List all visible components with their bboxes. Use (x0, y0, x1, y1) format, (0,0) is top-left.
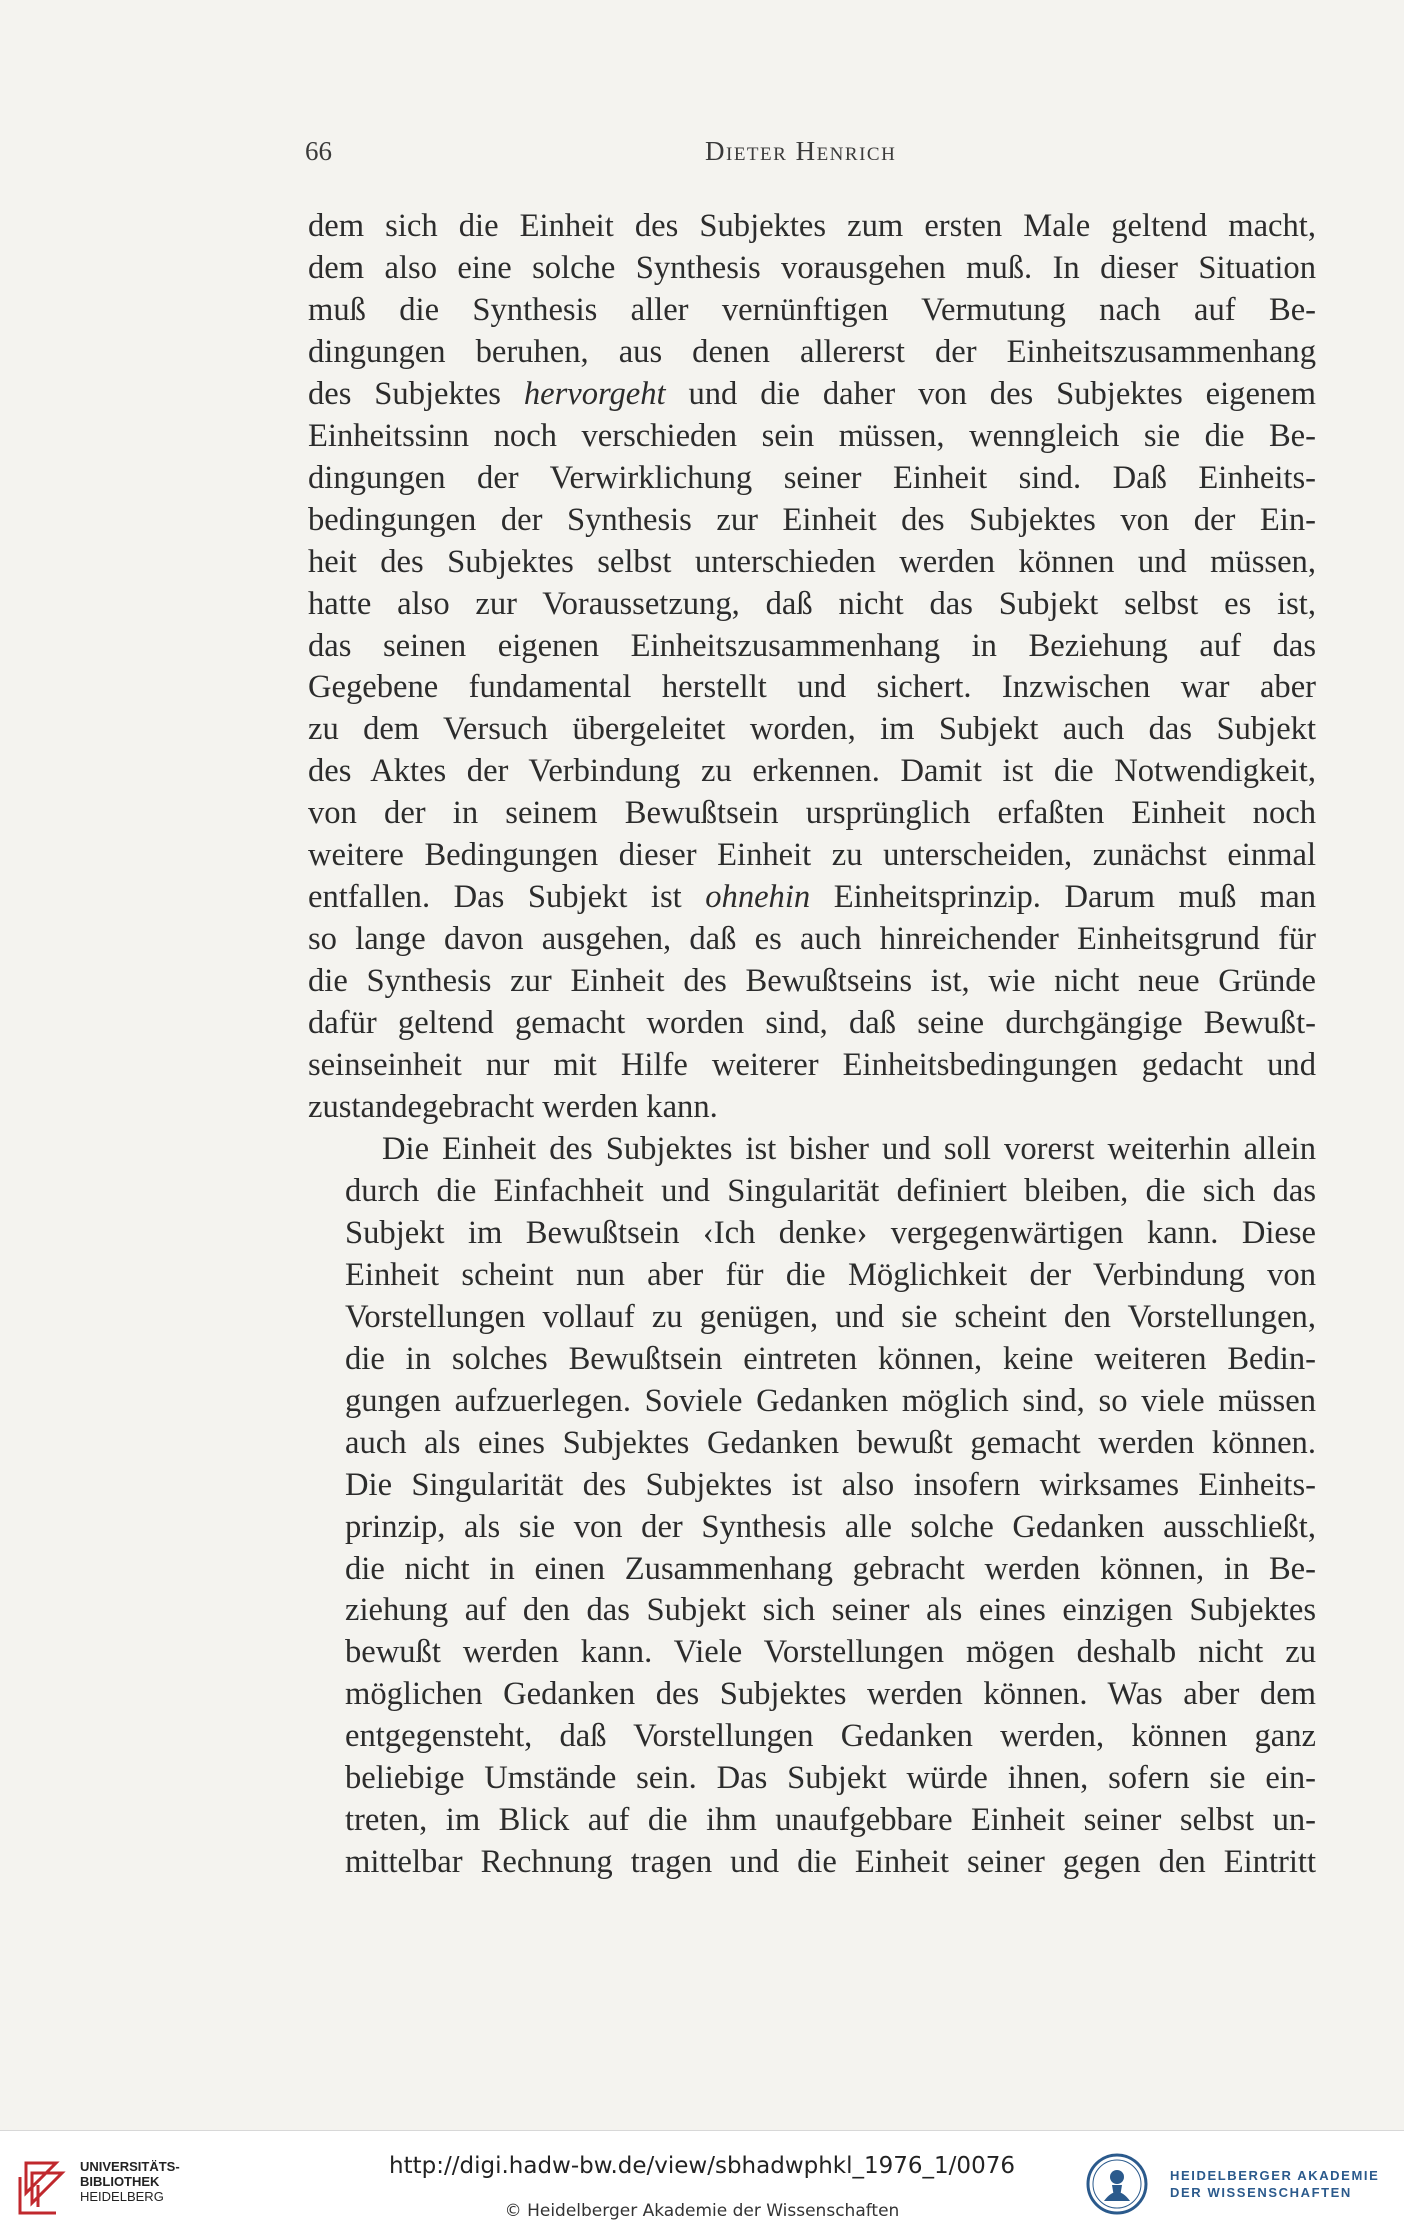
text-line: das seinen eigenen Einheitszusammenhang in Beziehung auf das (308, 627, 1316, 664)
text-line: durch die Einfachheit und Singularität definiert bleiben, die sich das (345, 1172, 1316, 1209)
text-line: die in solches Bewußtsein eintreten können, keine weiteren Bedin- (345, 1340, 1316, 1377)
text-line: Die Singularität des Subjektes ist also insofern wirksames Einheits- (345, 1466, 1316, 1503)
text-line: zu dem Versuch übergeleitet worden, im Subjekt auch das Subjekt (308, 711, 1316, 748)
text-line: dingungen der Verwirklichung seiner Einheit sind. Daß Einheits- (308, 459, 1316, 496)
academy-seal-icon (1086, 2153, 1148, 2215)
text-line: dingungen beruhen, aus denen allererst der Einheitszusammenhang (308, 333, 1316, 370)
text-line: gungen aufzuerlegen. Soviele Gedanken möglich sind, so viele müssen (345, 1382, 1316, 1419)
text-line: Die Einheit des Subjektes ist bisher und soll vorerst weiterhin allein (382, 1130, 1316, 1167)
text-line: mittelbar Rechnung tragen und die Einheit seiner gegen den Eintritt (345, 1844, 1316, 1881)
text-line: möglichen Gedanken des Subjektes werden können. Was aber dem (345, 1676, 1316, 1713)
text-line: des Subjektes hervorgeht und die daher von des Subjektes eigenem (308, 375, 1317, 412)
page-number: 66 (305, 136, 332, 166)
text-line: entgegensteht, daß Vorstellungen Gedanken werden, können ganz (345, 1718, 1316, 1755)
text-line: heit des Subjektes selbst unterschieden werden können und müssen, (308, 543, 1316, 580)
paragraph (308, 1129, 1316, 1884)
text-line: bedingungen der Synthesis zur Einheit des Subjektes von der Ein- (308, 501, 1316, 538)
text-line: Vorstellungen vollauf zu genügen, und sie scheint den Vorstellungen, (345, 1298, 1316, 1335)
permalink-url[interactable]: http://digi.hadw-bw.de/view/sbhadwphkl_1976_1/0076 (389, 2153, 1015, 2179)
body-text (308, 206, 1316, 1884)
emphasis: hervorgeht (523, 375, 666, 412)
text-line: zustandegebracht werden kann. (308, 1089, 718, 1126)
academy-name: HEIDELBERGER AKADEMIE DER WISSENSCHAFTEN (1170, 2168, 1380, 2200)
text-line: dem sich die Einheit des Subjektes zum ersten Male geltend macht, (308, 208, 1316, 244)
text-line: Gegebene fundamental herstellt und sichert. Inzwischen war aber (308, 669, 1316, 706)
text-line: Subjekt im Bewußtsein ‹Ich denke› vergegenwärtigen kann. Diese (345, 1214, 1316, 1251)
text-line: beliebige Umstände sein. Das Subjekt würde ihnen, sofern sie ein- (345, 1760, 1316, 1797)
text-line: bewußt werden kann. Viele Vorstellungen mögen deshalb nicht zu (345, 1634, 1316, 1671)
text-line: so lange davon ausgehen, daß es auch hinreichender Einheitsgrund für (308, 921, 1316, 958)
text-line: hatte also zur Voraussetzung, daß nicht das Subjekt selbst es ist, (308, 585, 1316, 622)
text-line: prinzip, als sie von der Synthesis alle solche Gedanken ausschließt, (345, 1508, 1316, 1545)
text-line: dafür geltend gemacht worden sind, daß seine durchgängige Bewußt- (308, 1005, 1316, 1042)
running-head (305, 136, 1315, 176)
text-line: die nicht in einen Zusammenhang gebracht werden können, in Be- (345, 1550, 1316, 1587)
text-line: treten, im Blick auf die ihm unaufgebbare Einheit seiner selbst un- (345, 1802, 1316, 1839)
text-line: ziehung auf den das Subjekt sich seiner als eines einzigen Subjektes (345, 1592, 1316, 1629)
text-line: auch als eines Subjektes Gedanken bewußt gemacht werden können. (345, 1424, 1316, 1461)
text-line: entfallen. Das Subjekt ist ohnehin Einheitsprinzip. Darum muß man (308, 879, 1316, 916)
text-line: Einheit scheint nun aber für die Möglichkeit der Verbindung von (345, 1256, 1316, 1293)
text-line: des Aktes der Verbindung zu erkennen. Damit ist die Notwendigkeit, (308, 753, 1316, 790)
running-head-author: Dieter Henrich (705, 136, 897, 166)
footer-bar (0, 2130, 1404, 2240)
text-line: muß die Synthesis aller vernünftigen Vermutung nach auf Be- (308, 291, 1316, 328)
paragraph (308, 206, 1316, 1129)
emphasis: ohnehin (705, 879, 811, 916)
text-line: weitere Bedingungen dieser Einheit zu unterscheiden, zunächst einmal (308, 837, 1316, 874)
copyright-notice: © Heidelberger Akademie der Wissenschaften (504, 2201, 900, 2221)
text-line: seinseinheit nur mit Hilfe weiterer Einheitsbedingungen gedacht und (308, 1047, 1316, 1084)
text-line: von der in seinem Bewußtsein ursprünglich erfaßten Einheit noch (308, 795, 1316, 832)
university-library-name: UNIVERSITÄTS- BIBLIOTHEK HEIDELBERG (80, 2159, 180, 2204)
text-line: Einheitssinn noch verschieden sein müssen, wenngleich sie die Be- (308, 417, 1316, 454)
text-line: dem also eine solche Synthesis vorausgehen muß. In dieser Situation (308, 249, 1316, 286)
text-line: die Synthesis zur Einheit des Bewußtseins ist, wie nicht neue Gründe (308, 963, 1316, 1000)
